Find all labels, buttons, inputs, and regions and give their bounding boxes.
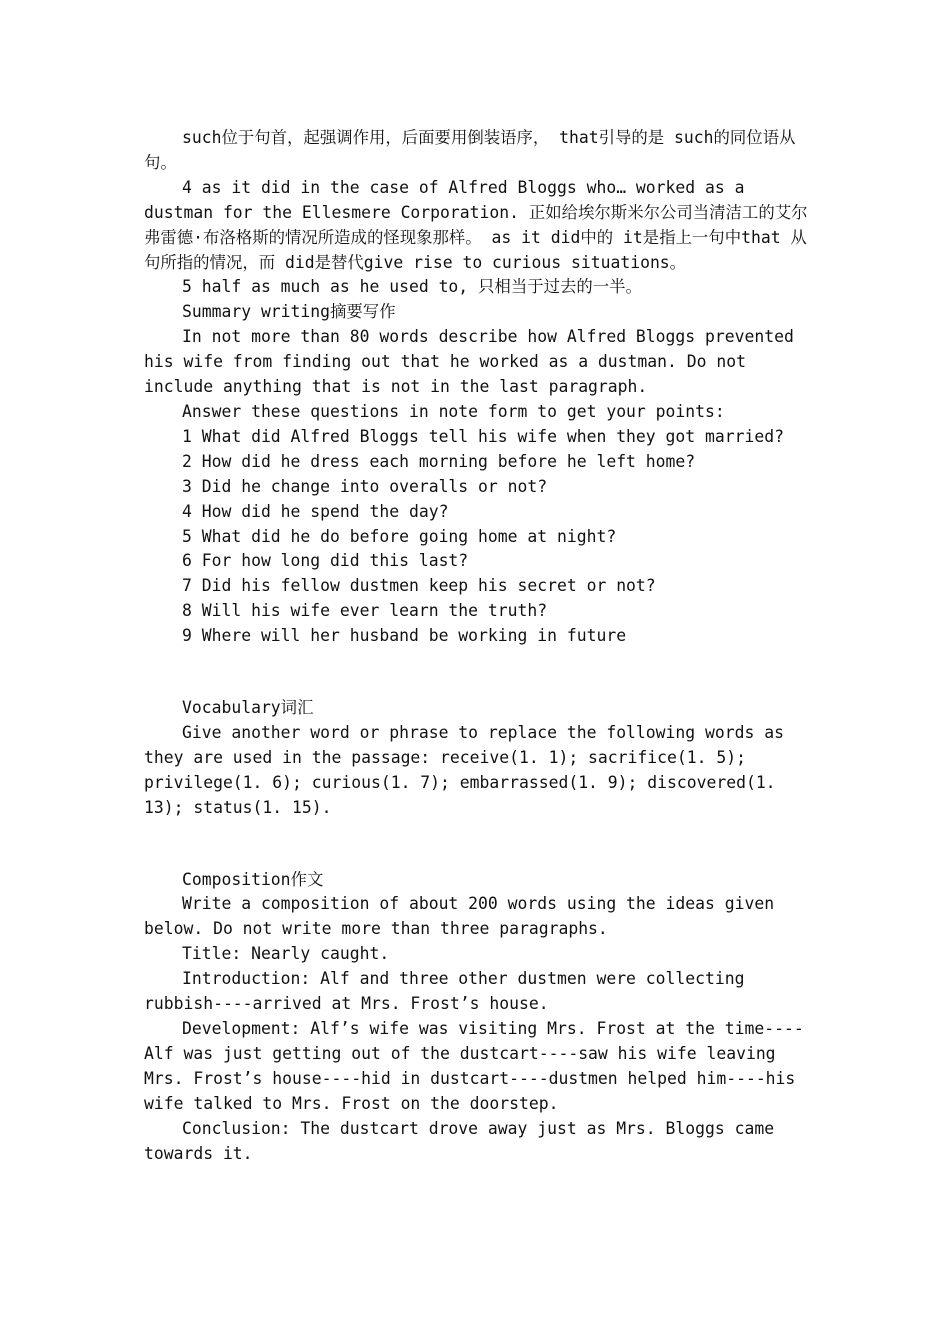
such-note: such位于句首，起强调作用，后面要用倒装语序， that引导的是 such的同位语从句。 (144, 128, 796, 172)
note-5: 5 half as much as he used to, 只相当于过去的一半。 (182, 277, 642, 297)
summary-instruction: In not more than 80 words describe how Alfred Bloggs prevented his wife from finding out that he worked as a dustman. Do not include anything that is not in the last paragraph. (144, 327, 804, 397)
composition-conclusion: Conclusion: The dustcart drove away just as Mrs. Bloggs came towards it. (144, 1118, 784, 1163)
vocabulary-heading: Vocabulary词汇 (182, 698, 314, 718)
summary-question: 7 Did his fellow dustmen keep his secret or not? (182, 576, 656, 596)
summary-question: 2 How did he dress each morning before he left home? (182, 451, 696, 471)
composition-heading: Composition作文 (182, 869, 324, 889)
composition-development: Development: Alf’s wife was visiting Mrs. Frost at the time----Alf was just getting out of the dustcart----saw his wife leaving Mrs. Frost’s house----hid in dustcart----dustmen helped him----his wife talked to Mrs. Frost on the doorstep. (144, 1019, 806, 1113)
section-spacer (144, 649, 812, 696)
summary-question: 8 Will his wife ever learn the truth? (182, 601, 548, 621)
note-4: 4 as it did in the case of Alfred Bloggs who… worked as a dustman for the Ellesmere Corporation. 正如给埃尔斯米尔公司当清洁工的艾尔弗雷德·布洛格斯的情况所造成的怪现象那样。 as it did中的 it是指上一句中that 从句所指的情况，而 did是替代give rise to curious situations。 (144, 177, 808, 272)
summary-question: 6 For how long did this last? (182, 551, 469, 571)
composition-title: Title: Nearly caught. (182, 944, 390, 964)
summary-question: 3 Did he change into overalls or not? (182, 476, 548, 496)
section-spacer (144, 821, 812, 868)
vocabulary-text: Give another word or phrase to replace the following words as they are used in the passage: receive(1. 1); sacrifice(1. 5); privilege(1. 6); curious(1. 7); embarrassed(1. 9); discovered(1. 13); status(1. 15). (144, 722, 794, 817)
document-page (144, 126, 812, 1166)
composition-introduction: Introduction: Alf and three other dustmen were collecting rubbish----arrived at Mrs. Frost’s house. (144, 969, 755, 1014)
summary-question: 1 What did Alfred Bloggs tell his wife when they got married? (182, 426, 784, 446)
composition-instruction: Write a composition of about 200 words using the ideas given below. Do not write more than three paragraphs. (144, 894, 784, 939)
summary-question: 5 What did he do before going home at night? (182, 526, 617, 546)
summary-question: 9 Where will her husband be working in future (182, 626, 627, 646)
summary-heading: Summary writing摘要写作 (182, 302, 396, 322)
summary-prompt: Answer these questions in note form to get your points: (182, 401, 725, 421)
summary-question: 4 How did he spend the day? (182, 501, 449, 521)
